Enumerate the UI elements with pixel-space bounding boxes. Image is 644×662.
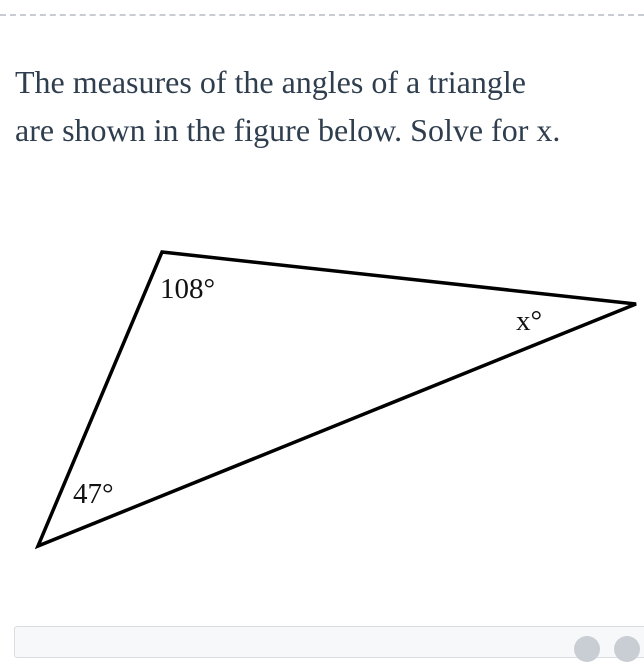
question-line-1: The measures of the angles of a triangle bbox=[15, 64, 526, 100]
circle-icon-2[interactable] bbox=[614, 636, 640, 662]
answer-area[interactable] bbox=[14, 626, 644, 658]
angle-label-x: x° bbox=[516, 305, 543, 337]
angle-label-top: 108° bbox=[160, 273, 216, 305]
angle-label-bottom-left: 47° bbox=[73, 478, 114, 510]
circle-icon[interactable] bbox=[574, 636, 600, 662]
triangle bbox=[38, 252, 636, 546]
question-line-2: are shown in the figure below. Solve for x. bbox=[15, 112, 561, 148]
